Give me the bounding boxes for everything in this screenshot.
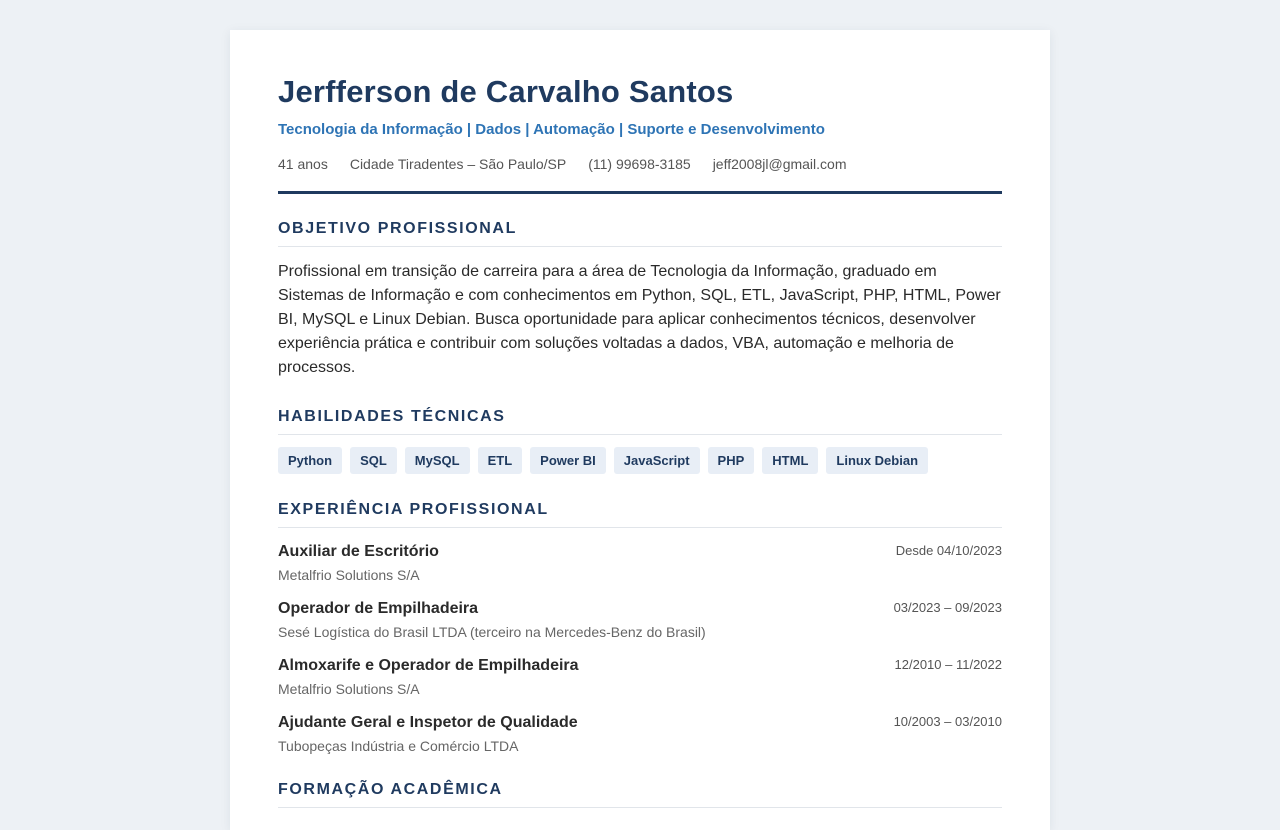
job-company: Tubopeças Indústria e Comércio LTDA <box>278 738 519 754</box>
skill-tag: SQL <box>350 447 397 474</box>
contact-location: Cidade Tiradentes – São Paulo/SP <box>349 156 567 172</box>
job-entry <box>278 714 1002 755</box>
job-entry <box>278 657 1002 698</box>
section-title-skills: HABILIDADES TÉCNICAS <box>278 406 1002 435</box>
job-title: Ajudante Geral e Inspetor de Qualidade <box>278 714 578 731</box>
section-title-education: FORMAÇÃO ACADÊMICA <box>278 779 1002 808</box>
resume-header <box>278 74 1002 194</box>
job-entry <box>278 543 1002 584</box>
skills-section <box>278 406 1002 474</box>
job-dates: 03/2023 – 09/2023 <box>893 600 1002 615</box>
skill-tag: JavaScript <box>614 447 700 474</box>
objective-section <box>278 218 1002 380</box>
job-dates: 12/2010 – 11/2022 <box>894 657 1002 672</box>
job-company: Metalfrio Solutions S/A <box>278 567 420 583</box>
section-title-objective: OBJETIVO PROFISSIONAL <box>278 218 1002 247</box>
contact-age: 41 anos <box>278 156 328 172</box>
objective-text: Profissional em transição de carreira para a área de Tecnologia da Informação, graduado em Sistemas de Informação e com conhecimentos em Python, SQL, ETL, JavaScript, PHP, HTML, Power BI, MySQL e Linux Debian. Busca oportunidade para aplicar conhecimentos técnicos, desenvolver experiência prática e contribuir com soluções voltadas a dados, VBA, automação e melhoria de processos. <box>278 263 1001 376</box>
header-divider <box>278 191 1002 194</box>
skill-tag: PHP <box>708 447 755 474</box>
skill-tag: HTML <box>762 447 818 474</box>
job-title: Operador de Empilhadeira <box>278 600 479 617</box>
contact-email: jeff2008jl@gmail.com <box>712 156 847 172</box>
skill-tag: Power BI <box>530 447 606 474</box>
candidate-name: Jerfferson de Carvalho Santos <box>278 74 734 109</box>
section-title-experience: EXPERIÊNCIA PROFISSIONAL <box>278 499 1002 528</box>
resume-sheet <box>230 30 1050 830</box>
job-company: Metalfrio Solutions S/A <box>278 681 420 697</box>
job-entry <box>278 600 1002 641</box>
job-title: Auxiliar de Escritório <box>278 543 439 560</box>
experience-section <box>278 499 1002 755</box>
skill-tag: Linux Debian <box>826 447 928 474</box>
job-title: Almoxarife e Operador de Empilhadeira <box>278 657 579 674</box>
skill-tag: Python <box>278 447 342 474</box>
job-company: Sesé Logística do Brasil LTDA (terceiro na Mercedes-Benz do Brasil) <box>278 624 706 640</box>
skill-tag: ETL <box>478 447 523 474</box>
skill-tag: MySQL <box>405 447 470 474</box>
education-section <box>278 779 1002 808</box>
job-dates: 10/2003 – 03/2010 <box>893 714 1002 729</box>
skill-tag-list <box>278 447 1002 474</box>
job-dates: Desde 04/10/2023 <box>895 543 1002 558</box>
candidate-headline: Tecnologia da Informação | Dados | Automação | Suporte e Desenvolvimento <box>278 121 825 138</box>
contact-info <box>278 154 1002 174</box>
contact-phone: (11) 99698-3185 <box>588 156 691 172</box>
job-list <box>278 543 1002 755</box>
